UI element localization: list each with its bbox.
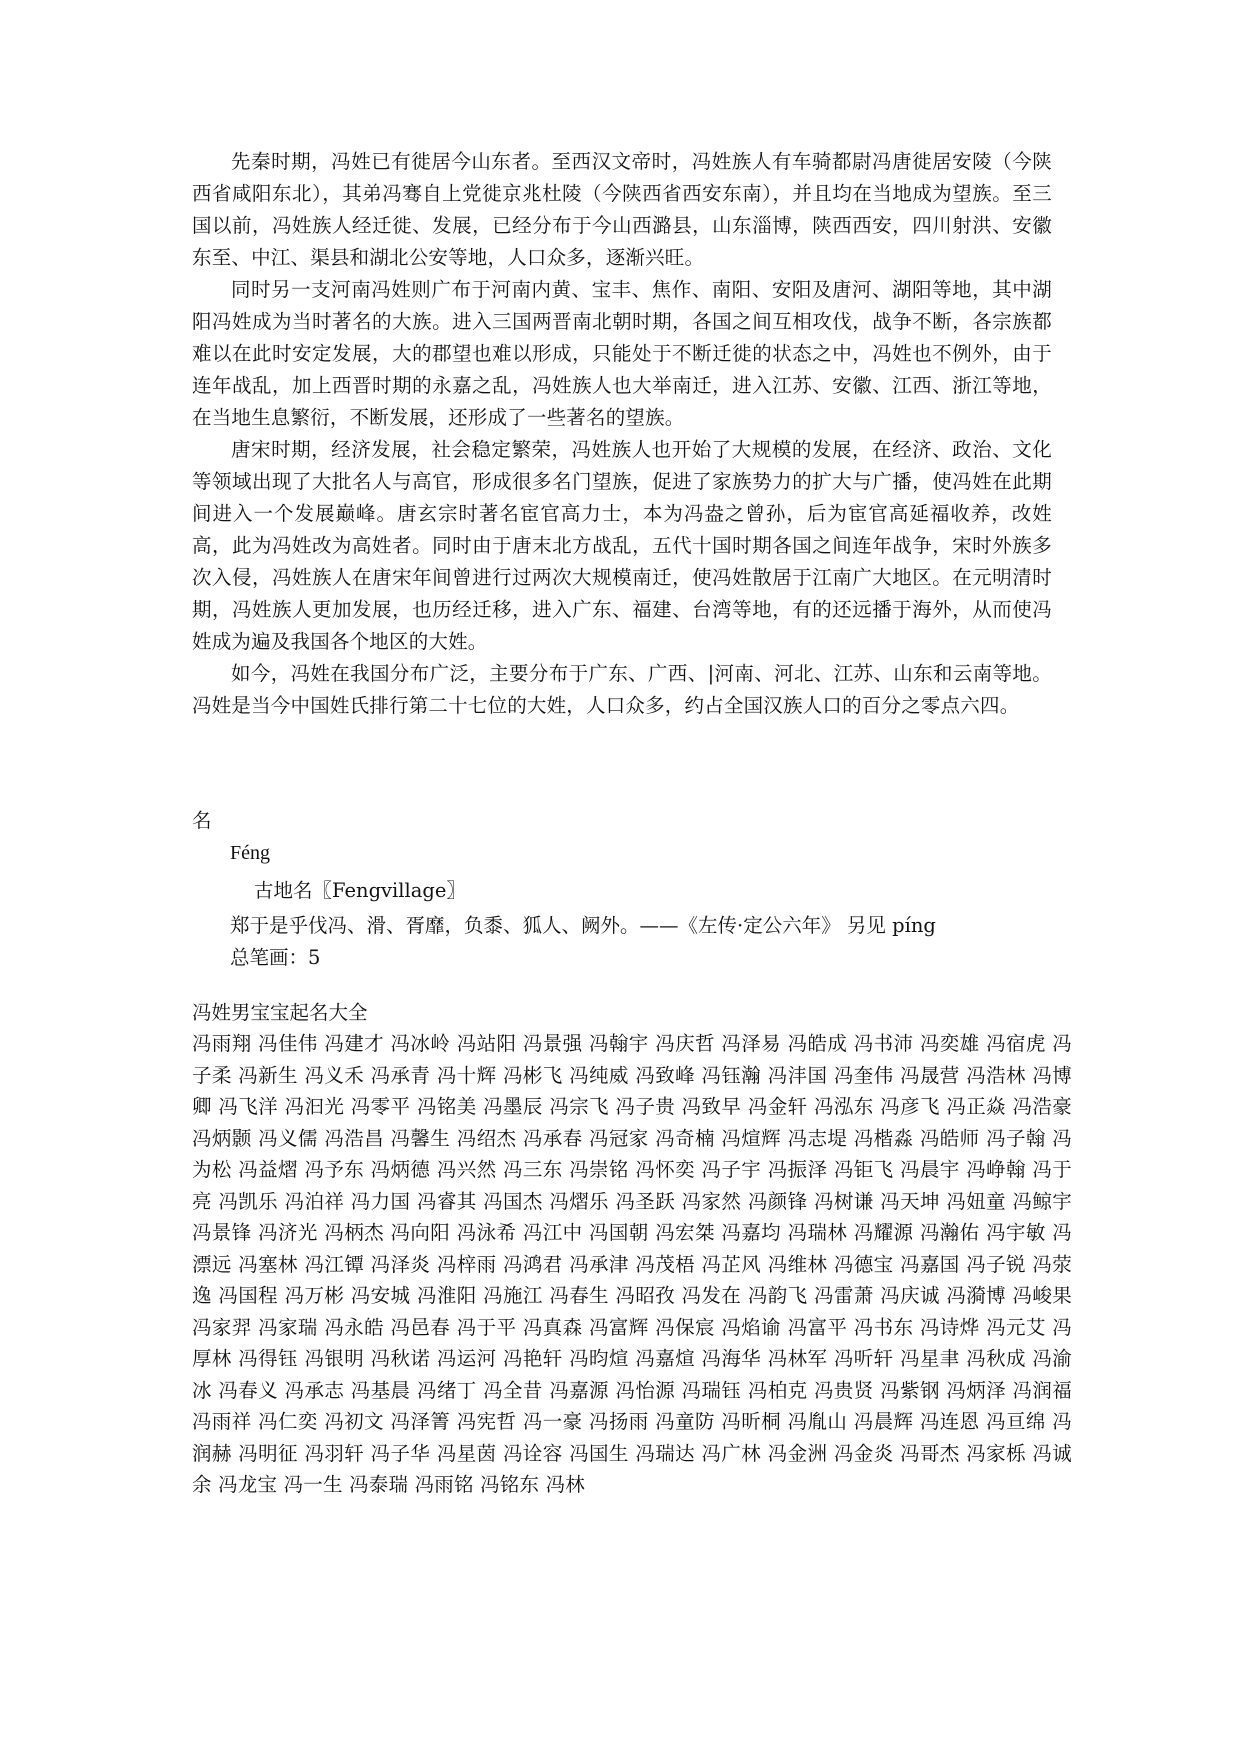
history-paragraph: 先秦时期，冯姓已有徙居今山东者。至西汉文帝时，冯姓族人有车骑都尉冯唐徙居安陵（今陕西省咸阳东北），其弟冯骞自上党徙京兆杜陵（今陕西省西安东南），并且均在当地成为望族。至三国以前，冯姓族人经迁徙、发展，已经分布于今山西潞县，山东淄博，陕西西安，四川射洪、安徽东至、中江、渠县和湖北公安等地，人口众多，逐渐兴旺。	[192, 150, 1052, 269]
history-paragraph: 同时另一支河南冯姓则广布于河南内黄、宝丰、焦作、南阳、安阳及唐河、湖阳等地，其中湖阳冯姓成为当时著名的大族。进入三国两晋南北朝时期，各国之间互相攻伐，战争不断，各宗族都难以在此时安定发展，大的郡望也难以形成，只能处于不断迁徙的状态之中，冯姓也不例外，由于连年战乱，加上西晋时期的永嘉之乱，冯姓族人也大举南迁，进入江苏、安徽、江西、浙江等地，在当地生息繁衍，不断发展，还形成了一些著名的望族。	[192, 278, 1052, 429]
entry-pinyin: Féng	[230, 842, 270, 864]
entry-heading: 名	[192, 809, 212, 832]
names-list: 冯雨翔 冯佳伟 冯建才 冯冰岭 冯站阳 冯景强 冯翰宇 冯庆哲 冯泽易 冯皓成 冯书沛 冯奕雄 冯宿虎 冯子柔 冯新生 冯义禾 冯承青 冯十辉 冯彬飞 冯纯威 冯致峰 冯钰瀚 冯沣国 冯奎伟 冯晟营 冯浩林 冯博卿 冯飞洋 冯汩光 冯零平 冯铭美 冯墨辰 冯宗飞 冯子贵 冯致早 冯金轩 冯泓东 冯彦飞 冯正焱 冯浩豪 冯炳颢 冯义儒 冯浩昌 冯馨生 冯绍杰 冯承春 冯冠家 冯奇楠 冯煊辉 冯志堤 冯楷淼 冯皓师 冯子翰 冯为松 冯益熠 冯予东 冯炳德 冯兴然 冯三东 冯崇铭 冯怀奕 冯子宇 冯振泽 冯钜飞 冯晨宇 冯峥翰 冯于亮 冯凯乐 冯泊祥 冯力国 冯睿其 冯国杰 冯熠乐 冯圣跃 冯家然 冯颜锋 冯树谦 冯天坤 冯妞童 冯鲸宇 冯景锋 冯济光 冯柄杰 冯向阳 冯泳希 冯江中 冯国朝 冯宏桀 冯嘉均 冯瑞林 冯耀源 冯瀚佑 冯宇敏 冯漂远 冯塞林 冯江镡 冯泽炎 冯梓雨 冯鸿君 冯承津 冯茂梧 冯芷风 冯维林 冯德宝 冯嘉国 冯子锐 冯荥逸 冯国程 冯万彬 冯安城 冯淮阳 冯施江 冯春生 冯昭孜 冯发在 冯韵飞 冯雷萧 冯庆诚 冯漪博 冯峻果 冯家羿 冯家瑞 冯永皓 冯邑春 冯于平 冯真森 冯富辉 冯保宸 冯焰谕 冯富平 冯书东 冯诗烨 冯元艾 冯厚林 冯得钰 冯银明 冯秋诺 冯运河 冯艳轩 冯昀煊 冯嘉煊 冯海华 冯林军 冯听轩 冯星聿 冯秋成 冯渝冰 冯春义 冯承志 冯基晨 冯绪丁 冯全昔 冯嘉源 冯怡源 冯瑞钰 冯柏克 冯贵贤 冯紫钢 冯炳泽 冯润福 冯雨祥 冯仁奕 冯初文 冯泽箐 冯宪哲 冯一豪 冯扬雨 冯童防 冯昕桐 冯胤山 冯晨辉 冯连恩 冯亘绵 冯润赫 冯明征 冯羽轩 冯子华 冯星茵 冯诠容 冯国生 冯瑞达 冯广林 冯金洲 冯金炎 冯哥杰 冯家栎 冯诚余 冯龙宝 冯一生 冯泰瑞 冯雨铭 冯铭东 冯林	[192, 1032, 1072, 1496]
names-section-title: 冯姓男宝宝起名大全	[192, 1001, 368, 1024]
entry-example: 郑于是乎伐冯、滑、胥靡，负黍、狐人、阙外。——《左传·定公六年》 另见 píng	[230, 914, 936, 937]
history-section	[192, 146, 1052, 722]
history-paragraph: 如今，冯姓在我国分布广泛，主要分布于广东、广西、|河南、河北、江苏、山东和云南等地。冯姓是当今中国姓氏排行第二十七位的大姓，人口众多，约占全国汉族人口的百分之零点六四。	[192, 662, 1052, 717]
history-paragraph: 唐宋时期，经济发展，社会稳定繁荣，冯姓族人也开始了大规模的发展，在经济、政治、文化等领域出现了大批名人与高官，形成很多名门望族，促进了家族势力的扩大与广播，使冯姓在此期间进入一个发展巅峰。唐玄宗时著名宦官高力士，本为冯盎之曾孙，后为宦官高延福收养，改姓高，此为冯姓改为高姓者。同时由于唐末北方战乱，五代十国时期各国之间连年战争，宋时外族多次入侵，冯姓族人在唐宋年间曾进行过两次大规模南迁，使冯姓散居于江南广大地区。在元明清时期，冯姓族人更加发展，也历经迁移，进入广东、福建、台湾等地，有的还远播于海外，从而使冯姓成为遍及我国各个地区的大姓。	[192, 438, 1052, 653]
entry-sense: 古地名〖Fengvillage〗	[254, 879, 466, 902]
entry-stroke-count: 总笔画：5	[230, 946, 321, 969]
